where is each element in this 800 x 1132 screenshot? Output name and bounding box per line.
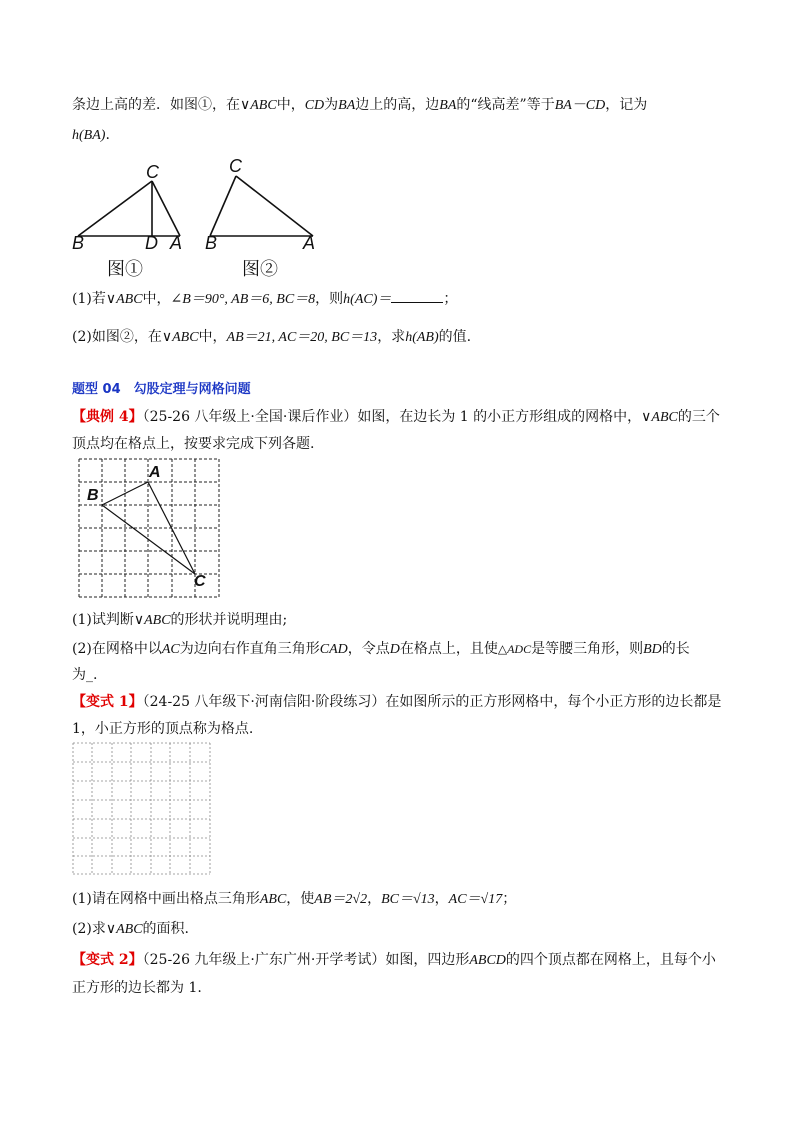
point-label-c: C (194, 573, 206, 590)
text: 在格点上，且使 (399, 641, 498, 657)
answer-blank (391, 288, 443, 303)
example-4-question-1 (72, 609, 287, 632)
text: ， (367, 891, 382, 907)
text: (1)若 (72, 291, 106, 307)
example-4-line-2: 顶点均在格点上，按要求完成下列各题. (72, 436, 315, 452)
text: 的长 (661, 641, 690, 657)
section-heading: 题型 04 勾股定理与网格问题 (72, 382, 251, 397)
point-label-a: A (149, 464, 161, 481)
math-d: D (389, 642, 400, 657)
text: (2)在网格中以 (72, 641, 162, 657)
math-expression: BA－CD (554, 98, 606, 113)
example-4-question-2 (72, 638, 690, 661)
text: 中， (198, 329, 227, 345)
variant-2-line-1 (72, 949, 716, 972)
variant-1-line-2: 1，小正方形的顶点称为格点. (72, 721, 254, 737)
math-h-ab: h(AB) (405, 330, 439, 345)
text: (1)试判断 (72, 612, 134, 628)
text: （25-26 八年级上·全国·课后作业）如图，在边长为 1 的小正方形组成的网格中， (142, 409, 642, 425)
example-4-question-2-line-2: 为_. (72, 667, 98, 683)
variant-tag: 【变式 1】 (72, 694, 143, 710)
text: 是等腰三角形，则 (531, 641, 644, 657)
text: 的“线高差”等于 (456, 97, 555, 113)
intro-line-2 (72, 124, 110, 147)
figure-1-caption: 图① (107, 259, 143, 280)
math-adc: △ADC (497, 642, 532, 656)
triangle-figures (60, 150, 360, 280)
point-label-b: B (205, 233, 218, 253)
text: 的形状并说明理由; (170, 612, 288, 628)
text: ，使 (286, 891, 315, 907)
math-triangle: ∨ABC (105, 922, 143, 937)
text: ，求 (377, 329, 406, 345)
text: ； (443, 291, 458, 307)
example-4-line-1 (72, 406, 720, 429)
example-tag: 【典例 4】 (72, 409, 143, 425)
math-h-ac: h(AC)＝ (343, 292, 392, 307)
text: ，则 (315, 291, 344, 307)
text: 边上的高，边 (355, 97, 440, 113)
text: (2)如图②，在 (72, 329, 162, 345)
math-condition: AB＝21, AC＝20, BC＝13 (226, 330, 378, 345)
figure-2-caption: 图② (242, 259, 278, 280)
variant-tag: 【变式 2】 (72, 952, 143, 968)
math-ba: BA (338, 98, 356, 113)
point-label-b: B (87, 487, 99, 504)
text: ，令点 (347, 641, 390, 657)
intro-line-1 (72, 94, 647, 117)
text: 的面积. (142, 921, 189, 937)
math-ab: AB＝2√2 (314, 892, 368, 907)
math-triangle: ∨ABC (641, 410, 678, 425)
math-h-ba: h(BA) (72, 128, 106, 143)
math-ac: AC (161, 642, 180, 657)
text: 的三个 (677, 409, 720, 425)
variant-2-line-2: 正方形的边长都为 1. (72, 980, 202, 996)
math-triangle: ∨ABC (133, 613, 171, 628)
question-1 (72, 288, 457, 311)
question-2 (72, 326, 471, 349)
math-triangle: ∨ABC (240, 98, 277, 113)
point-label-c: C (146, 162, 159, 182)
math-abcd: ABCD (469, 953, 506, 968)
math-triangle: ∨ABC (105, 292, 143, 307)
variant-1-question-1 (72, 888, 516, 911)
point-label-b: B (72, 233, 85, 253)
figure-1 (78, 181, 180, 236)
math-condition: ∠B＝90°, AB＝6, BC＝8 (170, 292, 316, 307)
math-triangle: ∨ABC (161, 330, 199, 345)
variant-1-question-2 (72, 918, 189, 941)
math-bc: BC＝√13 (381, 892, 435, 907)
variant-1-line-1 (72, 691, 721, 713)
text: （25-26 九年级上·广东广州·开学考试）如图，四边形 (142, 952, 470, 968)
text: ， (434, 891, 449, 907)
text: 为边向右作直角三角形 (179, 641, 320, 657)
point-label-c: C (229, 156, 242, 176)
text: 中， (276, 97, 305, 113)
text: 中， (142, 291, 171, 307)
math-cad: CAD (319, 642, 348, 657)
text: 条边上高的差．如图①，在 (72, 97, 240, 113)
text: 的四个顶点都在网格上，且每个小 (505, 952, 716, 968)
point-label-a: A (303, 233, 316, 253)
text: 为 (324, 97, 339, 113)
figure-2 (210, 176, 313, 236)
text: . (105, 127, 110, 143)
text: ； (502, 891, 517, 907)
point-label-d: D (145, 233, 158, 253)
text: 的值. (438, 329, 472, 345)
math-ac: AC＝√17 (448, 892, 503, 907)
grid-figure-2 (72, 742, 214, 876)
text: ，记为 (605, 97, 648, 113)
math-ba: BA (439, 98, 457, 113)
text: (2)求 (72, 921, 106, 937)
math-bd: BD (643, 642, 662, 657)
point-label-a: A (170, 233, 183, 253)
math-cd: CD (304, 98, 325, 113)
text: （24-25 八年级下·河南信阳·阶段练习）在如图所示的正方形网格中，每个小正方形的边长都是 (142, 694, 722, 710)
text: (1)请在网格中画出格点三角形 (72, 891, 260, 907)
grid-lines (73, 743, 210, 874)
math-abc: ABC (259, 892, 287, 907)
